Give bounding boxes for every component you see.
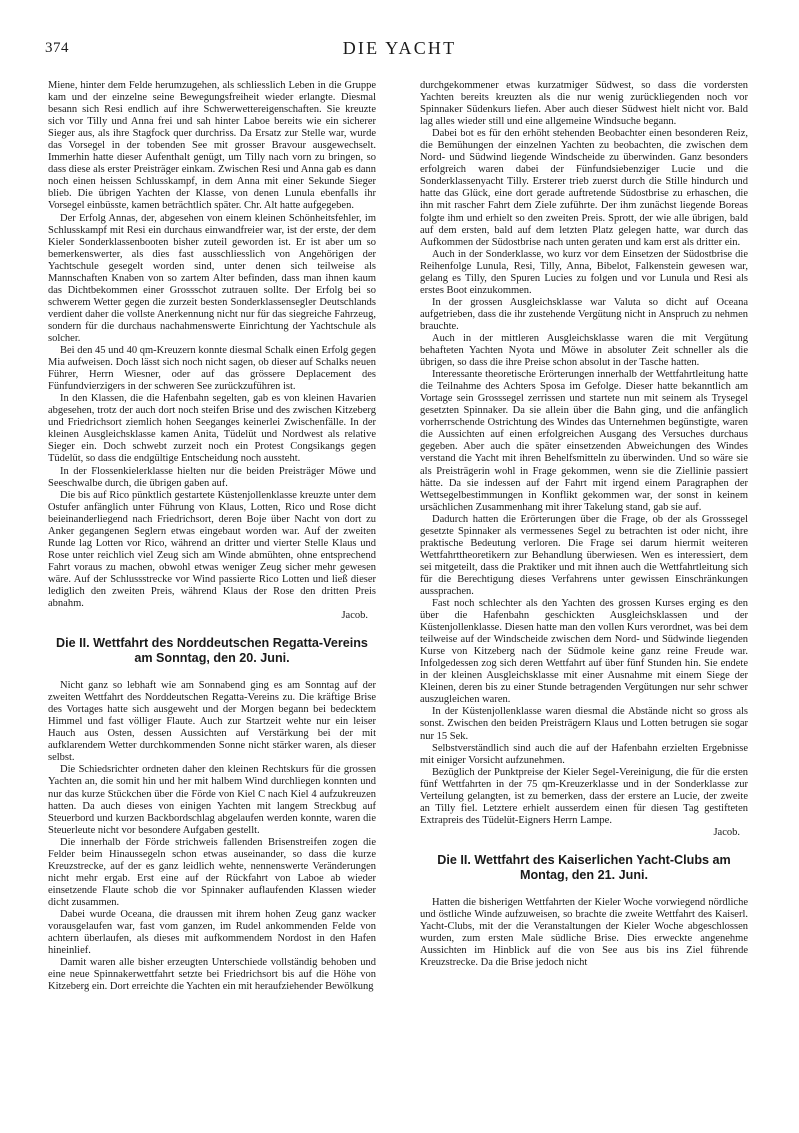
paragraph: Dadurch hatten die Erörterungen über die Frage, ob der als Grosssegel gesetzte Spinnaker als vermessenes Segel zu betrachten ist oder nicht, ihre praktische Bedeutung verloren. Die Frage sei darum hiermit weiteren Wettfahrttheoretikern zur Behandlung überwiesen. Wen es interessiert, dem sei mitgeteilt, dass die Praktiker und mit ihnen auch die Wettfahrtleitung sich für die Berechtigung dieses Verfahrens unter gewissen Einschränkungen aussprachen. <box>420 513 748 597</box>
left-column <box>48 80 376 1120</box>
paragraph: Bei den 45 und 40 qm-Kreuzern konnte diesmal Schalk einen Erfolg gegen Mia aufweisen. Doch lässt sich noch nicht sagen, ob dieser auf Schalks neuen Führer, Herrn Wiesner, oder auf das grössere Deplacement des Fünfundvierzigers in der schweren See zurückzuführen ist. <box>48 345 376 393</box>
page-header <box>45 38 754 64</box>
paragraph: Die bis auf Rico pünktlich gestartete Küstenjollenklasse kreuzte unter dem Ostufer anfänglich unter Führung von Klaus, Lotten, Rico und Rose dicht beieinanderliegend nach Friedrichsort, deren Boje über Nacht von dort zu Anker gegangenen Seglern etwas eingebaut worden war. Auf der zweiten Runde lag Lotten vor Rico, während an dritter und vierter Stelle Klaus und Rose unter reichlich viel Zeug sich am Winde abmühten, ohne entsprechend Fahrt voraus zu machen, obwohl etwas weniger Zeug sicher mehr gewesen wäre. Auf der Schlussstrecke vor Wind passierte Rico Lotten und ließ dieser lediglich den zweiten Preis, während Klaus der Rose den dritten Preis abnahm. <box>48 489 376 610</box>
page-number: 374 <box>45 40 69 56</box>
paragraph: Fast noch schlechter als den Yachten des grossen Kurses erging es den über die Hafenbahn geschickten Ausgleichsklassen und der Küstenjollenklasse. Diesen hatte man den vollen Kurs verordnet, was bei dem teilweise auf der Windscheide zwischen dem Nord- und Südwinde liegenden Kurse von Kitzeberg nach der Südmole keine ganz reine Freude war. Infolgedessen zog sich deren Wettfahrt auf über fünf Stunden hin. Sie endete in der kleinen Ausgleichsklasse mit einer Ausnahme mit einem Siege der Kleinen, deren bis zu einer Stunde betragenden Vergütungen nur sehr schwer auszugleichen waren. <box>420 598 748 706</box>
paragraph: In der Küstenjollenklasse waren diesmal die Abstände nicht so gross als sonst. Zwischen den beiden Preisträgern Klaus und Lotten betrugen sie sogar nur 15 Sek. <box>420 706 748 742</box>
paragraph: In den Klassen, die die Hafenbahn segelten, gab es von kleinen Havarien abgesehen, trotz der auch dort noch steifen Brise und des zwischen Kitzeberg und Friedrichsort ziemlich hohen Seeganges keinerlei Zwischenfälle. In der kleinen Ausgleichsklasse kamen Anita, Tüdelüt und Nordwest als relative Sieger ein. Doch schwebt zurzeit noch ein Protest Congsikangs gegen Tüdelüt, so dass die endgültige Entscheidung noch aussteht. <box>48 393 376 465</box>
paragraph: Auch in der mittleren Ausgleichsklasse waren die mit Vergütung behafteten Yachten Nyota und Möwe in absoluter Zeit schneller als die übrigen, so dass die ihre Preise schon absolut in der Tasche hatten. <box>420 332 748 369</box>
paragraph: Dabei wurde Oceana, die draussen mit ihrem hohen Zeug ganz wacker vorausgelaufen war, fast vom ganzen, im Rudel ankommenden Felde von achtern überlaufen, als dieses mit aufkommendem Nordost in den Hafen hineinlief. <box>48 909 376 957</box>
paragraph: Die Schiedsrichter ordneten daher den kleinen Rechtskurs für die grossen Yachten an, die somit hin und her mit halbem Wind durchliegen konnten und nur das kurze Stückchen über die Förde von Kiel C nach Kiel 4 aufzukreuzen hatten. Da auch dieses von einigen Yachten mit langem Streckbug auf Steuerbord und kurzen Backbordschlag abgelaufen werden konnte, waren die Steuerleute nicht vor besondere Aufgaben gestellt. <box>48 764 376 836</box>
right-column <box>420 80 748 1120</box>
paragraph: Hatten die bisherigen Wettfahrten der Kieler Woche vorwiegend nördliche und östliche Winde aufzuweisen, so brachte die zweite Wettfahrt des Kaiserl. Yacht-Clubs, mit der die Veranstaltungen der Kieler Woche abgeschlossen wurden, zum ersten Male südliche Brise. Dies erweckte angenehme Aussichten im Hinblick auf die von See aus bis ins Ziel führende Kreuzstrecke. Da die Brise jedoch nicht <box>420 896 748 969</box>
section-heading: Die II. Wettfahrt des Kaiserlichen Yacht-Clubs am Montag, den 21. Juni. <box>437 852 731 882</box>
author-signature: Jacob. <box>341 610 368 622</box>
paragraph: Auch in der Sonderklasse, wo kurz vor dem Einsetzen der Südostbrise die Reihenfolge Lunula, Resi, Tilly, Anna, Bibelot, Falkenstein gewesen war, gelang es Tilly, den Spuren Lucies zu folgen und vor Lunula und Resi als erstes Boot einzukommen. <box>420 248 748 296</box>
paragraph: Miene, hinter dem Felde herumzugehen, als schliesslich Leben in die Gruppe kam und der einzelne seine Bewegungsfreiheit wieder erlangte. Diesmal besann sich Resi endlich auf ihre Schwerwettereigenschaften. Sie kreuzte sich vor Tilly und Anna frei und sah hinter Laboe bereits wie ein sicherer Sieger aus, als ihre Stagfock quer durchriss. Da Ersatz zur Stelle war, wurde das Vorsegel in der tobenden See mit grosser Bravour ausgewechselt. Immerhin hatte dieser Aufenthalt genügt, um Tilly nach vorn zu bringen, so dass diese als erster Preisträger einkam. Zwischen Resi und Anna gab es dann noch einen heissen Schlusskampf, in dem Anna mit einer Sekunde Sieger blieb. Die übrigen Yachten der Klasse, von denen Lunula ebenfalls ihr Vorsegel einbüsste, kamen beträchtlich später. Chr. Alt hatte aufgegeben. <box>48 80 376 212</box>
paragraph: Die innerhalb der Förde strichweis fallenden Brisenstreifen zogen die Felder beim Hinaussegeln schon etwas auseinander, so dass die kurze Kreuzstrecke, auf der es ganz leidlich wehte, nennenswerte Veränderungen nicht mehr ergab. Erst eine auf der Rückfahrt von Laboe ab wieder einsetzende Flaute schob die vor Spinnaker auflaufenden Klassen wieder dicht zusammen. <box>48 836 376 908</box>
paragraph: In der grossen Ausgleichsklasse war Valuta so dicht auf Oceana aufgetrieben, dass die ihr zustehende Vergütung nicht in Anspruch zu nehmen brauchte. <box>420 296 748 332</box>
paragraph: durchgekommener etwas kurzatmiger Südwest, so dass die vordersten Yachten bereits kreuzten als die nur wenig zurückliegenden noch vor Spinnaker Südenkurs liefen. Aber auch dieser Südwest hielt nicht vor. Bald lag alles wieder still und eine allgemeine Windsuche begann. <box>420 80 748 128</box>
paragraph: Der Erfolg Annas, der, abgesehen von einem kleinen Schönheitsfehler, im Schlusskampf mit Resi ein durchaus einwandfreier war, ist der erste, der dem Kieler Sonderklassenbooten bisher zuteil geworden ist. Er ist aber um so bemerkenswerter, als dies fast ausschliesslich von Angehörigen der Yachtschule gesegelt worden sind, unter denen sich teilweise als Mannschaften Knaben von so zartem Alter befinden, dass man ihnen kaum das Dichtbekommen einer Grossschot zutrauen sollte. Der Erfolg bei so schwerem Wetter gegen die zurzeit besten Sonderklassensegler Deutschlands verdient daher die vollste Anerkennung nicht nur für das siegreiche Fahrzeug, sondern für die durchaus nachahmenswerte Einrichtung der Yachtschule als solcher. <box>48 212 376 344</box>
paragraph: In der Flossenkielerklasse hielten nur die beiden Preisträger Möwe und Seeschwalbe durch, die übrigen gaben auf. <box>48 465 376 489</box>
paragraph: Interessante theoretische Erörterungen innerhalb der Wettfahrtleitung hatte die Teilnahme des Achters Sposa im Gefolge. Dieser hatte bekanntlich am Vortage sein Grosssegel zerrissen und startete nun mit seinem als Trysegel gesetzten Spinnaker. Da sie allein über die Bahn ging, und die anfänglich vorherrschende Ostrichtung des Windes das Unternehmen begünstigte, waren die Aussichten auf einen erfolgreichen Ausgang des Versuches durchaus gegeben. Aber auch die später einsetzenden Abweichungen des Windes verstand die Yacht mit ihren Behelfsmitteln zu überwinden. Und so wäre sie als Preisträgerin wohl in Frage gekommen, wenn sie die Ziellinie passiert hätte. Da sie indessen auf der Fahrt mit irgend einem Paragraphen der Wettsegelbestimmungen in Konflikt gekommen war, der sonst in keinem ursächlichen Zusammenhang mit ihrer Takelung stand, gab sie auf. <box>420 369 748 513</box>
paragraph: Nicht ganz so lebhaft wie am Sonnabend ging es am Sonntag auf der zweiten Wettfahrt des Norddeutschen Regatta-Vereins zu. Die kräftige Brise des Vortages hatte sich ausgeweht und der Morgen begann bei bedecktem Himmel und fast völliger Flaute. Auch zur Startzeit wehte nur ein leiser Hauch aus Osten, dessen Aussichten auf Verstärkung bei der mit aufklarendem Wetter durchkommenden Sonne nicht stärker waren, als dieser selbst. <box>48 680 376 764</box>
paragraph: Dabei bot es für den erhöht stehenden Beobachter einen besonderen Reiz, die Bemühungen der einzelnen Yachten zu beobachten, die zwischen dem Nord- und Südwind liegende Windscheide zu überwinden. Ganz besonders erfolgreich waren dabei der Fünfundsiebenziger Lucie und die Sonderklassenyacht Tilly. Ersterer trieb zuerst durch die Stille hindurch und hatte das Glück, eine dort gerade auftretende Südostbrise zu erhaschen, die ihn mit rascher Fahrt dem Ziele zuführte. Der ihm zunächst liegende Boreas folgte ihm und erhielt so den zweiten Preis. Sprott, der wie alle übrigen, bald auf dem ersten, bald auf dem letzten Platz gelegen hatte, war durch das Aufkommen der Südostbrise nach unten geraten und kam erst als dritter ein. <box>420 128 748 248</box>
running-title: DIE YACHT <box>342 38 457 58</box>
paragraph: Damit waren alle bisher erzeugten Unterschiede vollständig behoben und eine neue Spinnakerwettfahrt setzte bei Friedrichsort bis auf die Höhe von Kitzeberg ein. Dort erreichte die Yachten ein mit heraufziehender Bewölkung <box>48 957 376 993</box>
paragraph: Bezüglich der Punktpreise der Kieler Segel-Vereinigung, die für die ersten fünf Wettfahrten in der 75 qm-Kreuzerklasse und in der Sonderklasse zur Verteilung gelangten, ist zu bemerken, dass der erstere an Lucie, der zweite an Tilly fiel. Letztere erhielt ausserdem einen für diesen Tag gestifteten Extrapreis des Tüdelüt-Eigners Herrn Lampe. <box>420 766 748 826</box>
paragraph: Selbstverständlich sind auch die auf der Hafenbahn erzielten Ergebnisse mit einiger Vorsicht aufzunehmen. <box>420 742 748 766</box>
author-signature: Jacob. <box>713 826 740 838</box>
section-heading: Die II. Wettfahrt des Norddeutschen Regatta-Vereins am Sonntag, den 20. Juni. <box>56 636 368 666</box>
